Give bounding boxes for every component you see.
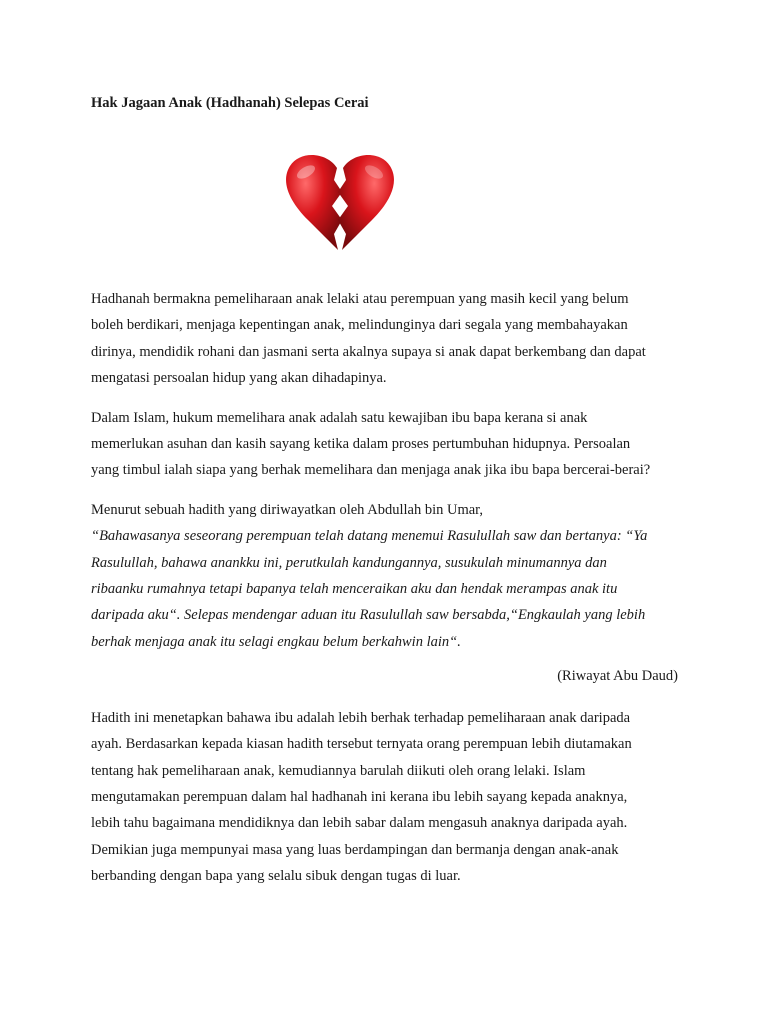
quote-line: Rasulullah, bahawa anankku ini, perutkulah kandungannya, susukulah minumannya dan — [91, 554, 607, 571]
text-line: berbanding dengan bapa yang selalu sibuk dengan tugas di luar. — [91, 868, 461, 885]
text-line: dirinya, mendidik rohani dan jasmani serta akalnya supaya si anak dapat berkembang dan dapat — [91, 343, 646, 360]
text-line: lebih tahu bagaimana mendidiknya dan lebih sabar dalam mengasuh anaknya daripada ayah. — [91, 815, 628, 832]
text-line: mengutamakan perempuan dalam hal hadhanah ini kerana ibu lebih sayang kepada anaknya, — [91, 788, 628, 805]
text-line: Hadhanah bermakna pemeliharaan anak lelaki atau perempuan yang masih kecil yang belum — [91, 291, 629, 307]
hadith-source: (Riwayat Abu Daud) — [557, 668, 678, 685]
paragraph-explanation — [91, 705, 691, 890]
text-line: mengatasi persoalan hidup yang akan dihadapinya. — [91, 370, 387, 387]
hadith-intro: Menurut sebuah hadith yang diriwayatkan oleh Abdullah bin Umar, — [91, 501, 484, 518]
hadith-quote — [91, 523, 691, 655]
quote-line: “Bahawasanya seseorang perempuan telah datang menemui Rasulullah saw dan bertanya: “Ya — [91, 528, 648, 545]
quote-line: ribaanku rumahnya tetapi bapanya telah menceraikan aku dan hendak merampas anak itu — [91, 581, 618, 598]
quote-line: daripada aku“. Selepas mendengar aduan itu Rasulullah saw bersabda,“Engkaulah yang lebih — [91, 607, 646, 624]
text-line: tentang hak pemeliharaan anak, kemudiannya barulah diikuti oleh orang lelaki. Islam — [91, 762, 586, 779]
text-line: yang timbul ialah siapa yang berhak memelihara dan menjaga anak jika ibu bapa bercerai-berai? — [91, 462, 651, 479]
quote-line: berhak menjaga anak itu selagi engkau belum berkahwin lain“. — [91, 633, 461, 650]
document-title: Hak Jagaan Anak (Hadhanah) Selepas Cerai — [91, 95, 369, 111]
paragraph-definition — [91, 286, 691, 392]
paragraph-islam-ruling — [91, 405, 691, 484]
text-line: memerlukan asuhan dan kasih sayang ketika dalam proses pertumbuhan hidupnya. Persoalan — [91, 436, 631, 453]
text-line: Demikian juga mempunyai masa yang luas berdampingan dan bermanja dengan anak-anak — [91, 841, 619, 858]
text-line: boleh berdikari, menjaga kepentingan anak, melindunginya dari segala yang membahayakan — [91, 317, 628, 334]
document-body — [91, 286, 691, 903]
text-line: Hadith ini menetapkan bahawa ibu adalah lebih berhak terhadap pemeliharaan anak daripada — [91, 709, 631, 726]
text-line: Dalam Islam, hukum memelihara anak adalah satu kewajiban ibu bapa kerana si anak — [91, 409, 588, 426]
text-line: ayah. Berdasarkan kepada kiasan hadith tersebut ternyata orang perempuan lebih diutamakan — [91, 736, 632, 753]
paragraph-hadith — [91, 497, 691, 655]
broken-heart-icon — [282, 150, 398, 254]
